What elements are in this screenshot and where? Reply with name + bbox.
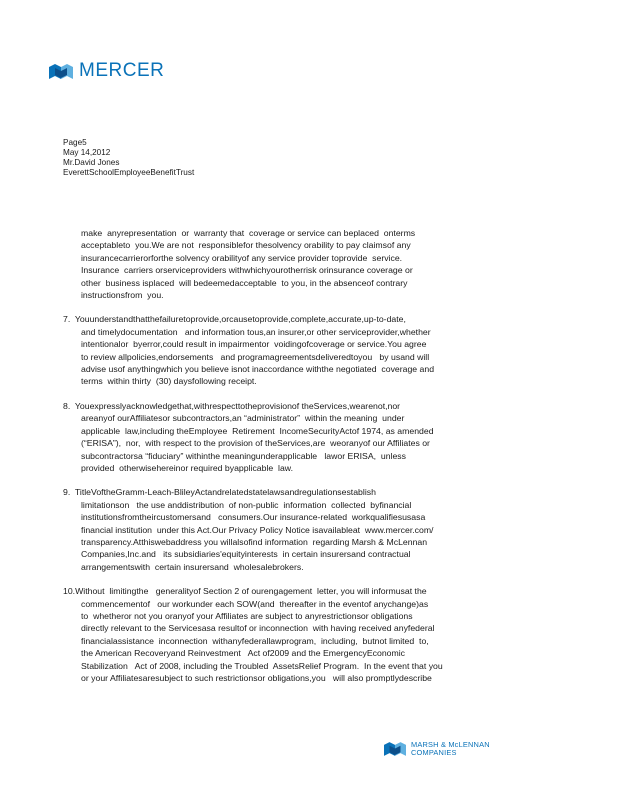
brand-name: MERCER [79,60,165,81]
text-line: arrangementswith certain insurersand wholesalebrokers. [81,561,304,572]
text-line: or your Affiliatesaresubject to such restrictionsor obligations,you will also promptlydescribe [81,673,432,683]
text-line: Companies,Inc.and its subsidiaries'equityinterests in certain insurersand contractual [81,549,411,560]
letter-date: May 14,2012 [63,148,111,157]
text-line: commencementof our workunder each SOW(and thereafter in the eventof anychange)as [81,598,429,609]
text-line: transparency.Atthiswebaddress you willalsofind information regarding Marsh & McLennan [81,536,428,547]
footer-company-line2: COMPANIES [411,748,457,758]
text-line: to review allpolicies,endorsements and programagreementsdeliveredtoyou by usand will [81,351,430,362]
text-line: make anyrepresentation or warranty that coverage or service can beplaced onterms [81,228,416,238]
text-line: to whetheror not you oranyof your Affiliates are subject to anyrestrictionsor obligations [81,610,413,621]
text-line: advise usof anythingwhich you believe isnot inaccordance withthe negotiated coverage and [81,364,435,375]
text-line: acceptableto you.We are not responsiblefor thesolvency orability to pay claimsof any [81,240,411,251]
text-line: the American Recoveryand Reinvestment Act of2009 and the EmergencyEconomic [81,648,406,659]
numbered-item [63,313,533,387]
recipient-organization: EverettSchoolEmployeeBenefitTrust [63,168,195,177]
marsh-mclennan-logo [384,741,490,758]
text-line: Insurance carriers orserviceproviders withwhichyourotherrisk orinsurance coverage or [81,265,413,276]
numbered-item [63,400,533,474]
text-line: institutionsfromtheircustomersand consumers.Our insurance-related workqualifiesusasa [81,512,426,523]
text-line: financialassistance inconnection withanyfederallawprogram, including, butnot limited to, [81,635,429,646]
text-line: and timelydocumentation and information tous,an insurer,or other serviceprovider,whether [81,326,431,337]
text-line: subcontractorsa “fiduciary” withinthe meaningunderapplicable lawor ERISA, unless [81,450,406,461]
marsh-mclennan-mark-icon [384,742,406,756]
text-line: 9. TitleVoftheGramm-Leach-BlileyActandrelatedstatelawsandregulationsestablish [63,487,376,498]
text-line: limitationson the use anddistribution of non-public information collected byfinancial [81,499,412,510]
text-line: intentionalor byerror,could result in impairmentor voidingofcoverage or service.You agree [81,339,427,350]
letter-meta [63,138,194,178]
text-line: financial institution under this Act.Our Privacy Policy Notice isavailableat www.mercer.com/ [81,524,434,535]
numbered-items [63,313,533,684]
page-number: Page5 [63,138,87,147]
letter-body [63,227,533,696]
text-line: directly relevant to the Servicesasa resultof or inconnection with having received anyfederal [81,623,435,634]
text-line: Stabilization Act of 2008, including the Troubled AssetsRelief Program. In the event that you [81,660,443,671]
text-line: provided otherwisehereinor required byapplicable law. [81,462,294,473]
footer-company-line1: MARSH & McLENNAN [411,740,490,749]
text-line: (“ERISA”), nor, with respect to the provision of theServices,are weoranyof our Affiliates or [81,438,430,449]
text-line: 8. Youexpresslyacknowledgethat,withrespecttotheprovisionof theServices,wearenot,nor [63,400,401,411]
text-line: instructionsfrom you. [81,290,164,301]
text-line: 7. Youunderstandthatthefailuretoprovide,orcausetoprovide,complete,accurate,up-to-date, [63,314,406,325]
numbered-item [63,585,533,684]
text-line: areanyof ourAffiliatesor subcontractors,an “administrator” within the meaning under [81,413,405,424]
recipient-name: Mr.David Jones [63,158,120,167]
mercer-logo [49,61,164,81]
text-line: applicable law,including theEmployee Retirement IncomeSecurityActof 1974, as amended [81,425,434,436]
text-line: insurancecarrierorforthe solvency orabilityof any service provider toprovide service. [81,252,403,263]
intro-paragraph [63,227,533,301]
numbered-item [63,486,533,573]
text-line: 10.Without limitingthe generalityof Section 2 of ourengagement letter, you will informusat the [63,586,427,597]
mercer-logo-mark-icon [49,64,73,79]
text-line: other business isplaced will bedeemedacceptable to you, in the absenceof contrary [81,277,408,288]
text-line: terms within thirty (30) daysfollowing receipt. [81,376,257,387]
